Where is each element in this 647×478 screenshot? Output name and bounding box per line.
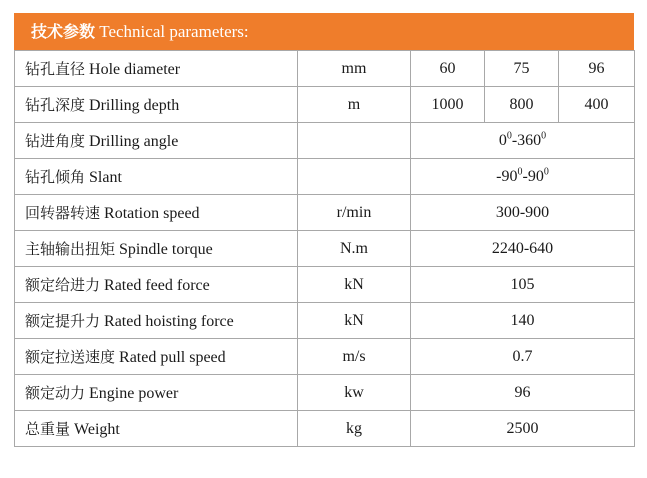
param-value: 96 bbox=[411, 375, 635, 411]
header-title-cn: 技术参数 bbox=[31, 22, 96, 41]
parameters-table bbox=[14, 50, 635, 447]
param-unit: kw bbox=[298, 375, 411, 411]
param-value: 140 bbox=[411, 303, 635, 339]
table-row bbox=[15, 195, 635, 231]
param-unit: kN bbox=[298, 267, 411, 303]
param-value: 60 bbox=[411, 51, 485, 87]
param-value: 400 bbox=[559, 87, 635, 123]
header-title-en: Technical parameters: bbox=[99, 22, 249, 41]
table-row bbox=[15, 51, 635, 87]
param-name: 额定给进力 Rated feed force bbox=[15, 267, 298, 303]
param-value: 105 bbox=[411, 267, 635, 303]
param-unit: mm bbox=[298, 51, 411, 87]
param-unit: r/min bbox=[298, 195, 411, 231]
param-value: 300-900 bbox=[411, 195, 635, 231]
param-name: 总重量 Weight bbox=[15, 411, 298, 447]
table-row bbox=[15, 123, 635, 159]
param-unit: m bbox=[298, 87, 411, 123]
param-name: 额定提升力 Rated hoisting force bbox=[15, 303, 298, 339]
param-unit: kg bbox=[298, 411, 411, 447]
table-row bbox=[15, 231, 635, 267]
param-unit: kN bbox=[298, 303, 411, 339]
param-unit bbox=[298, 123, 411, 159]
section-header bbox=[14, 13, 634, 50]
param-value: 0.7 bbox=[411, 339, 635, 375]
param-unit bbox=[298, 159, 411, 195]
table-row bbox=[15, 375, 635, 411]
param-value: 2500 bbox=[411, 411, 635, 447]
param-value: $0^0-360^0$ bbox=[411, 123, 635, 159]
param-value: 1000 bbox=[411, 87, 485, 123]
param-name: 回转器转速 Rotation speed bbox=[15, 195, 298, 231]
param-name: 主轴输出扭矩 Spindle torque bbox=[15, 231, 298, 267]
param-name: 钻进角度 Drilling angle bbox=[15, 123, 298, 159]
table-row bbox=[15, 267, 635, 303]
param-name: 钻孔深度 Drilling depth bbox=[15, 87, 298, 123]
table-row bbox=[15, 339, 635, 375]
param-name: 钻孔倾角 Slant bbox=[15, 159, 298, 195]
param-value: 96 bbox=[559, 51, 635, 87]
param-name: 额定拉送速度 Rated pull speed bbox=[15, 339, 298, 375]
param-value: 75 bbox=[485, 51, 559, 87]
param-unit: N.m bbox=[298, 231, 411, 267]
table-row bbox=[15, 411, 635, 447]
parameters-sheet bbox=[14, 13, 634, 447]
param-name: 钻孔直径 Hole diameter bbox=[15, 51, 298, 87]
param-value: 800 bbox=[485, 87, 559, 123]
table-row bbox=[15, 159, 635, 195]
param-name: 额定动力 Engine power bbox=[15, 375, 298, 411]
table-row bbox=[15, 87, 635, 123]
param-value: 2240-640 bbox=[411, 231, 635, 267]
param-value: $-90^0-90^0$ bbox=[411, 159, 635, 195]
table-row bbox=[15, 303, 635, 339]
param-unit: m/s bbox=[298, 339, 411, 375]
